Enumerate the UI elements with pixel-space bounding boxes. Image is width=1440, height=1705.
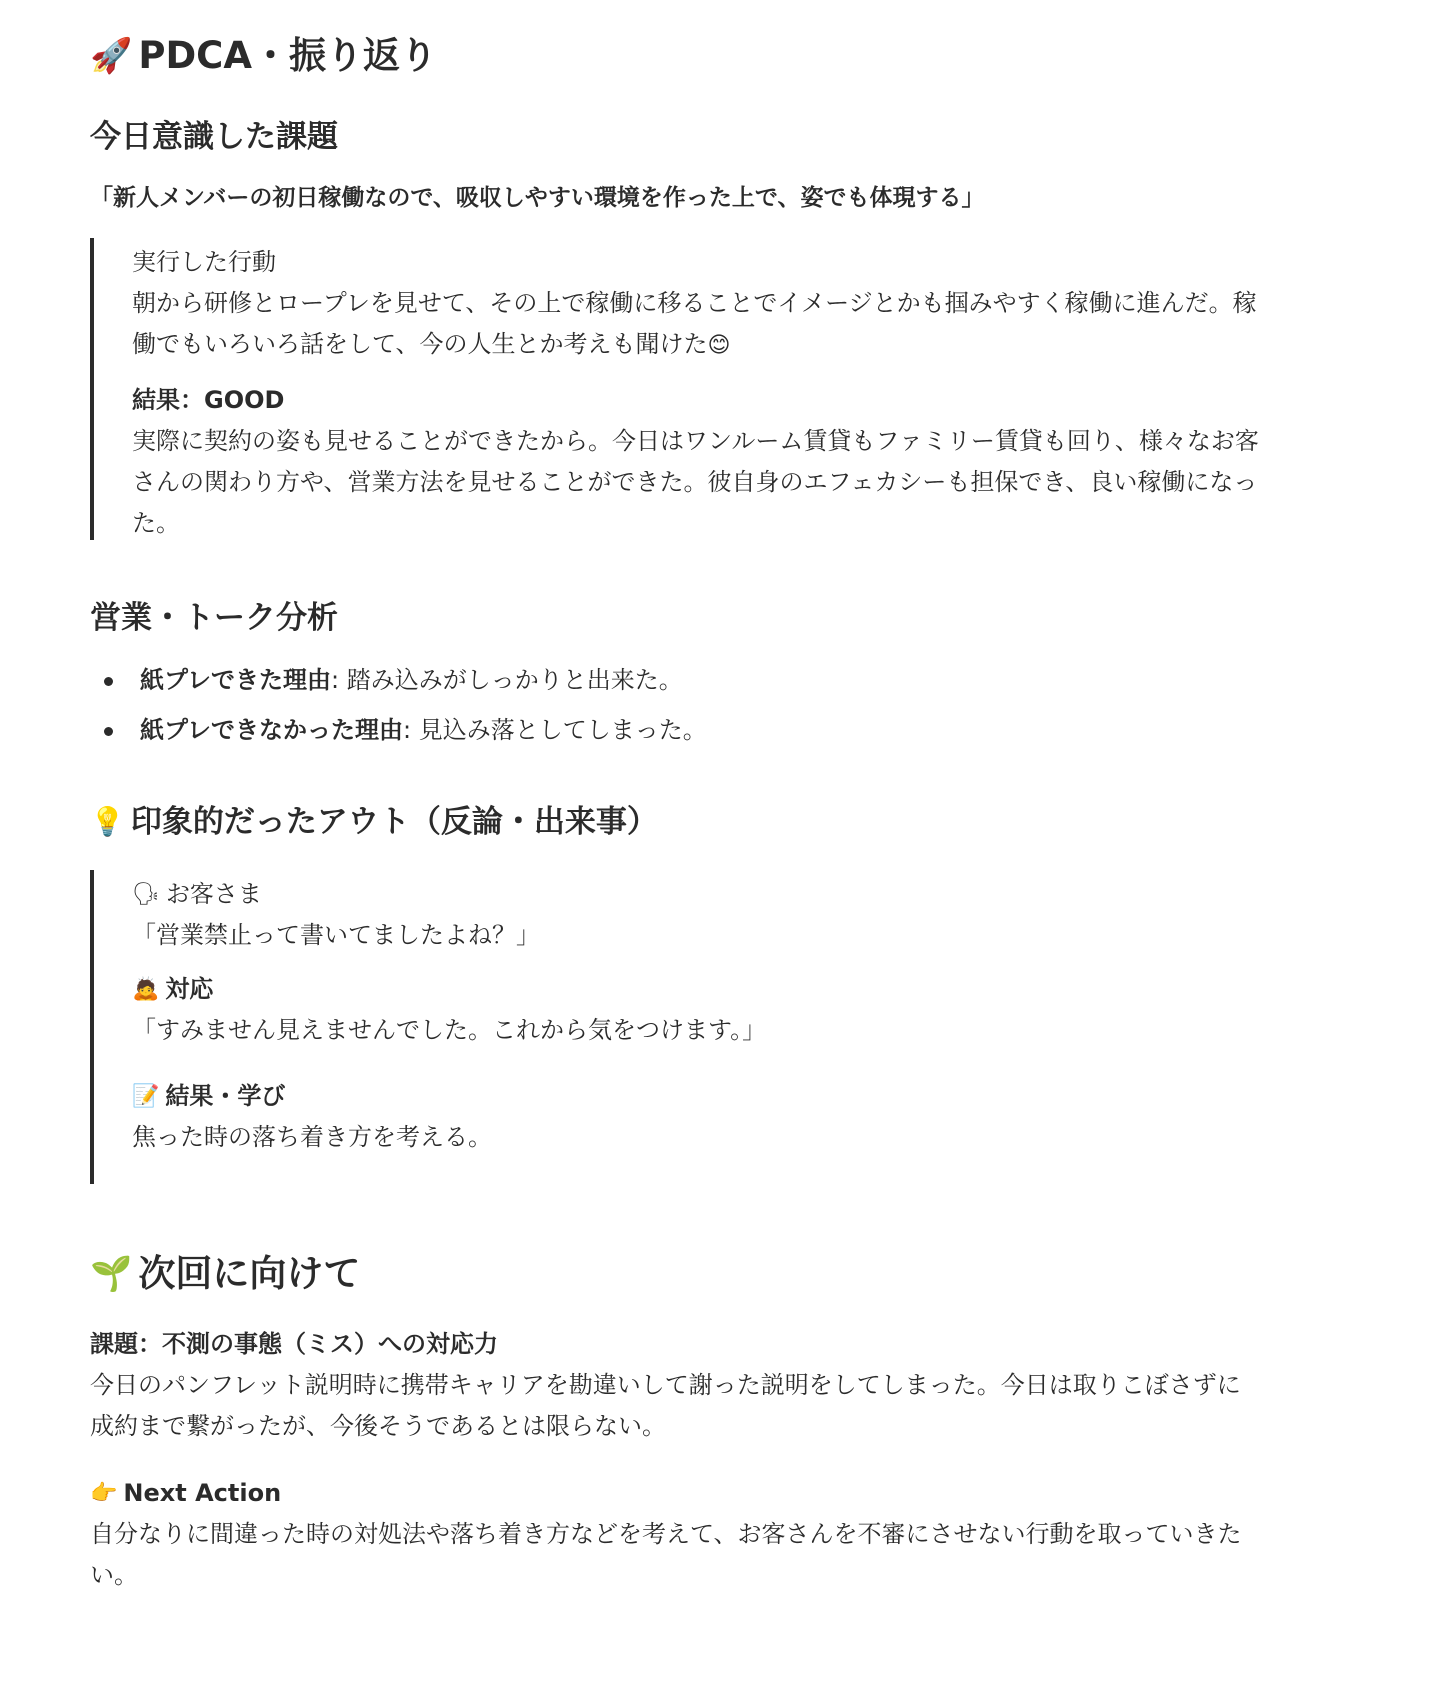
list-item	[90, 660, 1260, 701]
talk-item-label: 紙プレできた理由	[140, 666, 332, 694]
talk-item-text: : 踏み込みがしっかりと出来た。	[331, 666, 683, 694]
task-text: 今日のパンフレット説明時に携帯キャリアを勘違いして謝った説明をしてしまった。今日は取りこぼさずに成約まで繋がったが、今後そうであるとは限らない。	[90, 1371, 1241, 1440]
next-action-label: Next Action	[123, 1479, 282, 1507]
learn-label-row	[132, 1076, 1260, 1117]
talk-item-label: 紙プレできなかった理由	[140, 716, 404, 744]
seedling-icon: 🌱	[90, 1254, 133, 1294]
out-heading	[90, 800, 1260, 844]
next-heading-text: 次回に向けて	[138, 1252, 361, 1295]
response-label-row	[132, 969, 1260, 1010]
bowing-person-icon: 🙇	[132, 976, 160, 1002]
response-label: 対応	[165, 975, 214, 1003]
customer-label-row	[132, 874, 1260, 915]
speaking-head-icon: 🗣	[132, 881, 160, 907]
issue-heading: 今日意識した課題	[90, 119, 338, 155]
light-bulb-icon: 💡	[90, 805, 125, 838]
customer-label: お客さま	[165, 880, 262, 908]
out-heading-text: 印象的だったアウト（反論・出来事）	[130, 804, 658, 840]
next-heading	[90, 1246, 1260, 1302]
learn-text: 焦った時の落ち着き方を考える。	[132, 1123, 492, 1151]
result-label: 結果：GOOD	[132, 386, 285, 414]
task-label: 課題：不測の事態（ミス）への対応力	[90, 1330, 498, 1358]
page-title	[90, 28, 1260, 84]
pointing-hand-icon: 👉	[90, 1480, 118, 1506]
action-quote-block	[90, 238, 1260, 540]
learn-label: 結果・学び	[165, 1082, 286, 1110]
out-quote-block	[90, 870, 1260, 1184]
issue-statement: 「新人メンバーの初日稼働なので、吸収しやすい環境を作った上で、姿でも体現する」	[90, 185, 985, 211]
action-label: 実行した行動	[132, 248, 276, 276]
talk-item-text: : 見込み落としてしまった。	[403, 716, 707, 744]
memo-icon: 📝	[132, 1083, 160, 1109]
talk-list	[90, 660, 1260, 751]
next-action-text: 自分なりに間違った時の対処法や落ち着き方などを考えて、お客さんを不審にさせない行動を取っていきたい。	[90, 1520, 1242, 1589]
smiling-face-icon: 😊	[707, 333, 731, 358]
customer-text: 「営業禁止って書いてましたよね？」	[132, 921, 540, 949]
next-action-label-row	[90, 1473, 1260, 1514]
talk-heading: 営業・トーク分析	[90, 600, 338, 636]
rocket-icon: 🚀	[90, 36, 133, 76]
list-item	[90, 710, 1260, 751]
page-title-text: PDCA・振り返り	[138, 34, 437, 77]
response-text: 「すみません見えませんでした。これから気をつけます。」	[132, 1016, 767, 1044]
action-text: 朝から研修とロープレを見せて、その上で稼働に移ることでイメージとかも掴みやすく稼働に進んだ。稼働でもいろいろ話をして、今の人生とか考えも聞けた😊	[132, 289, 1257, 358]
result-text: 実際に契約の姿も見せることができたから。今日はワンルーム賃貸もファミリー賃貸も回り、様々なお客さんの関わり方や、営業方法を見せることができた。彼自身のエフェカシーも担保でき、良い稼働になった。	[132, 427, 1259, 537]
